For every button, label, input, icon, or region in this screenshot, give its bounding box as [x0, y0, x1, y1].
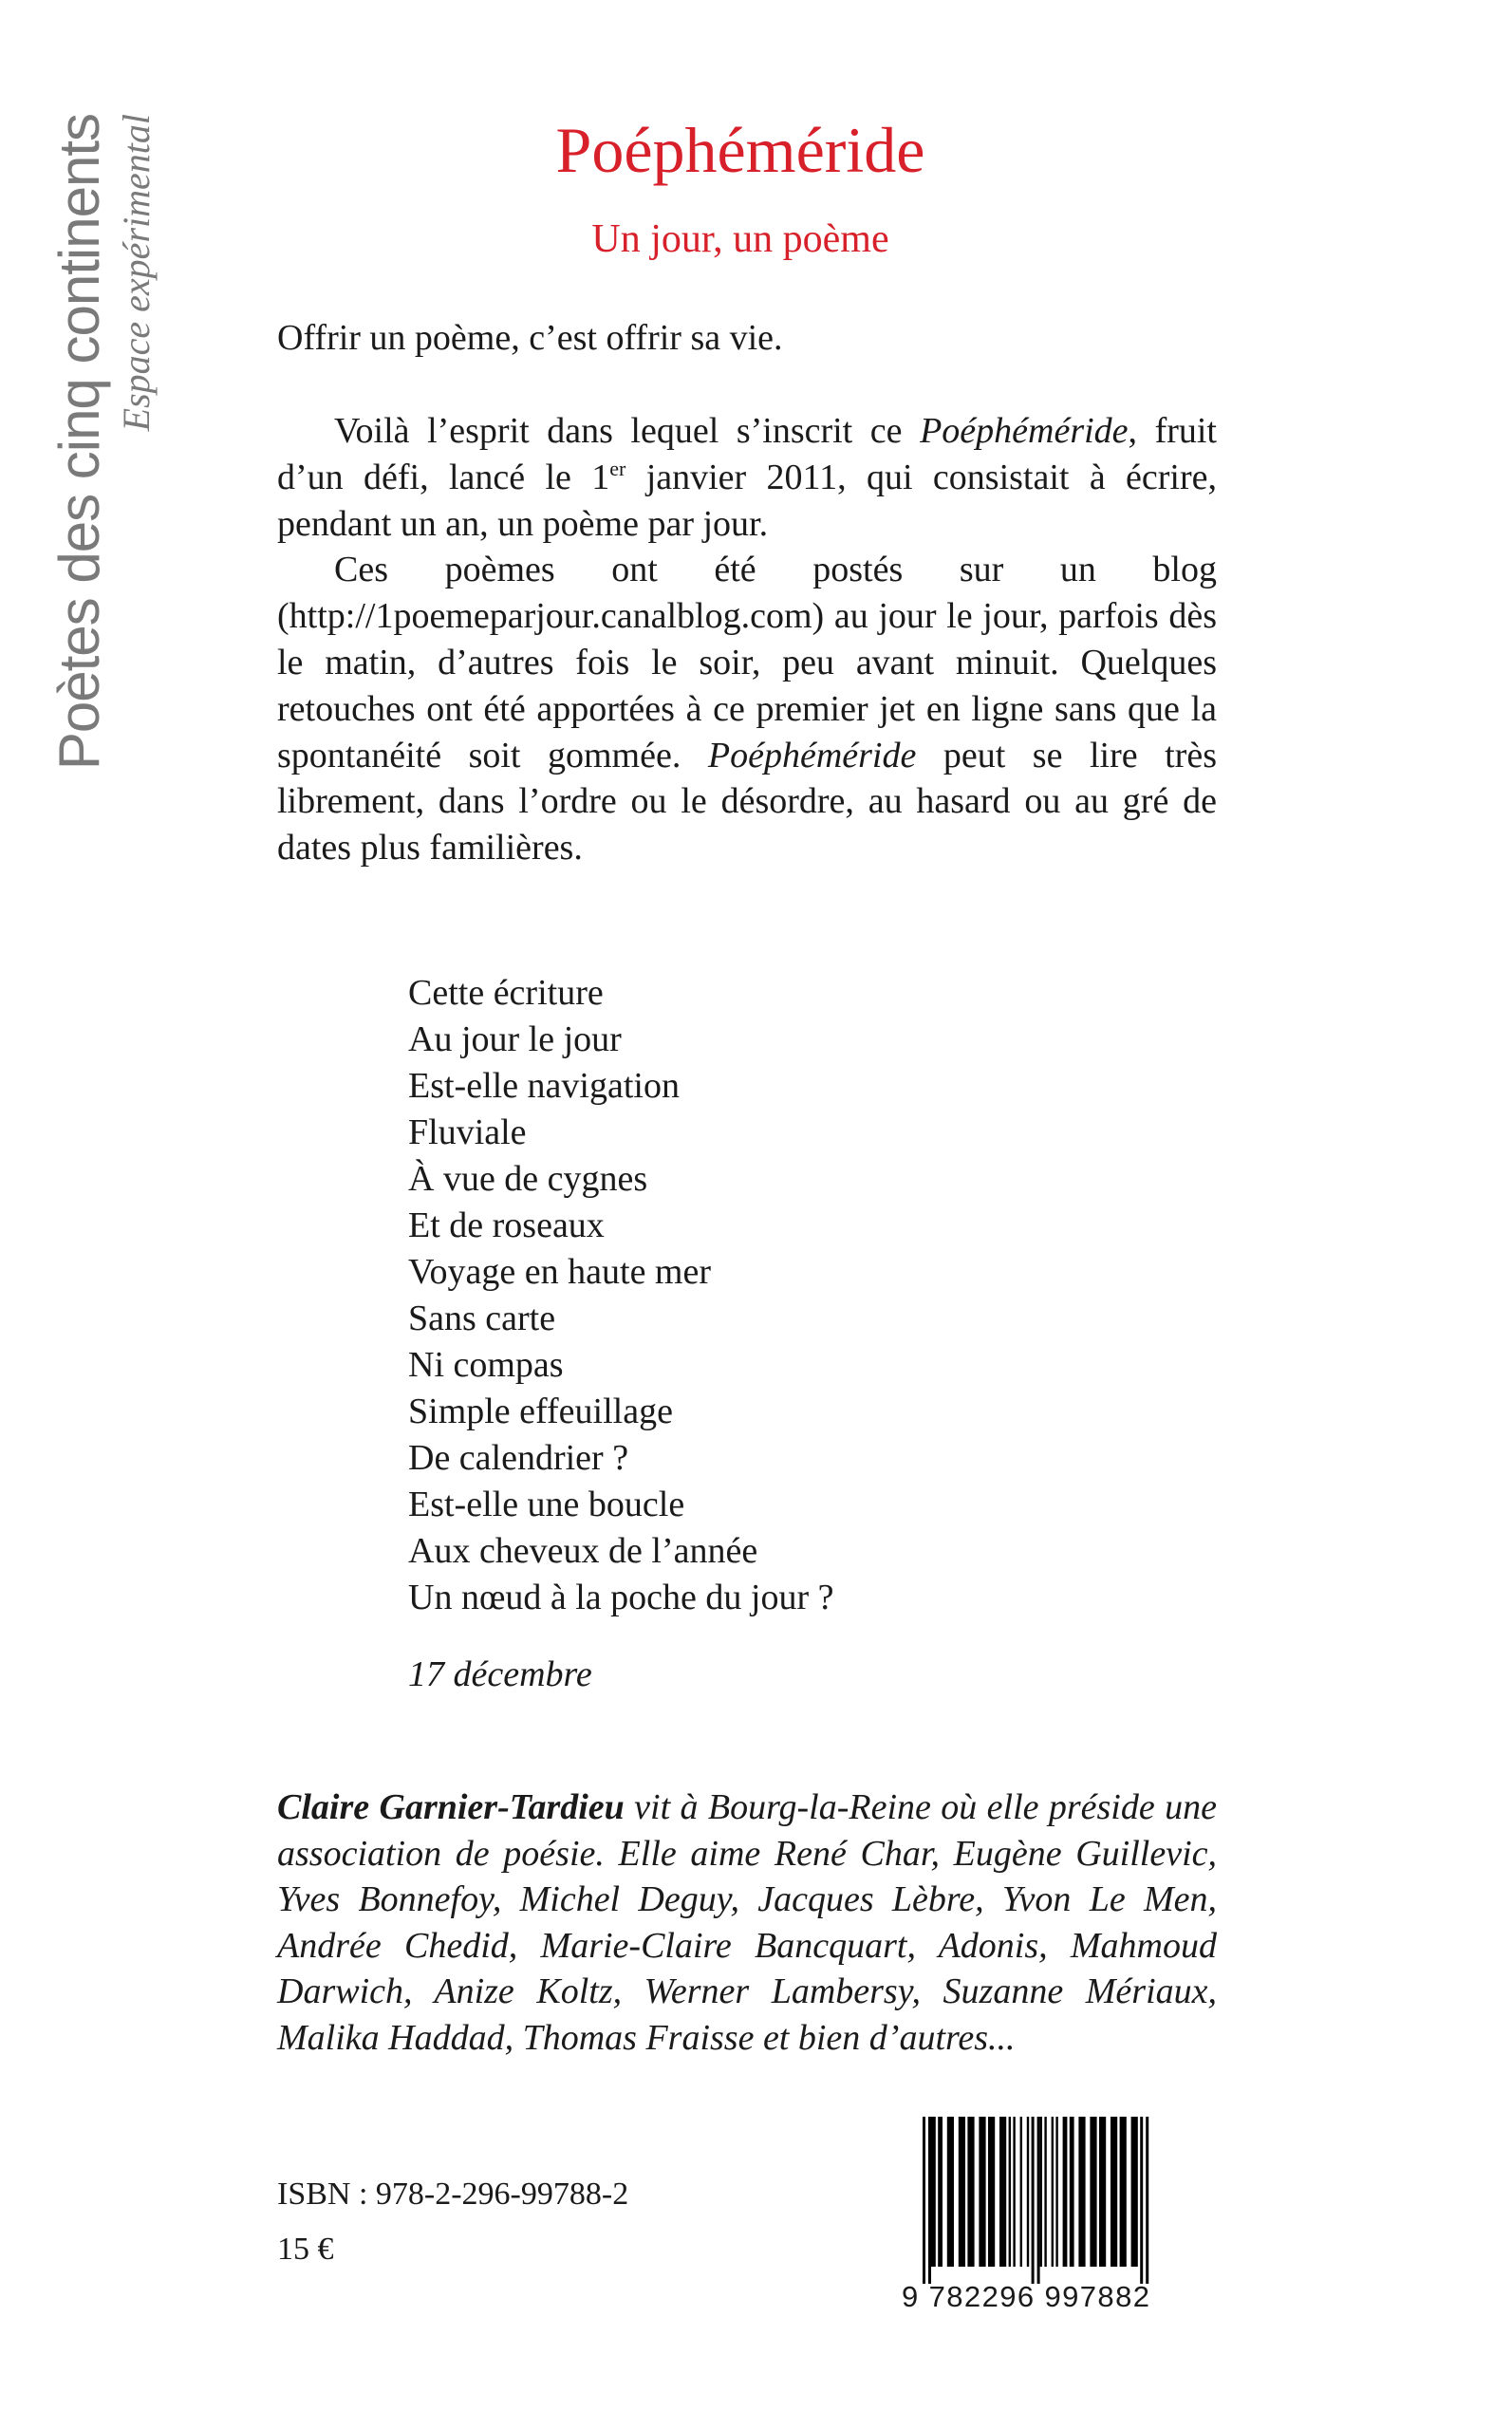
- intro-sentence: Offrir un poème, c’est offrir sa vie.: [277, 318, 783, 358]
- poem-line: Fluviale: [408, 1112, 527, 1152]
- price: 15 €: [277, 2232, 334, 2267]
- poem-line: Est-elle navigation: [408, 1066, 680, 1106]
- book-title: Poéphéméride: [555, 114, 925, 186]
- description-text: [277, 408, 1217, 871]
- barcode-bars: [902, 2117, 1215, 2284]
- description-paragraph-1: Voilà l’esprit dans lequel s’inscrit ce Poéphéméride, fruit d’un défi, lancé le 1er janvier 2011, qui consistait à écrire, pendant un an, un poème par jour.: [277, 411, 1218, 544]
- poem-line: Est-elle une boucle: [408, 1485, 685, 1524]
- poem-line: Voyage en haute mer: [408, 1252, 712, 1292]
- book-subtitle: Un jour, un poème: [591, 217, 889, 261]
- author-bio-text: vit à Bourg-la-Reine où elle préside une association de poésie. Elle aime René Char, Eugène Guillevic, Yves Bonnefoy, Michel Deguy, Jacques Lèbre, Yvon Le Men, Andrée Chedid, Marie-Claire Bancquart, Adonis, Mahmoud Darwich, Anize Koltz, Werner Lambersy, Suzanne Mériaux, Malika Haddad, Thomas Fraisse et bien d’autres...: [277, 1787, 1217, 2058]
- series-subtitle: Espace expérimental: [115, 114, 158, 432]
- poem-line: Simple effeuillage: [408, 1392, 673, 1431]
- poem-line: Cette écriture: [408, 973, 604, 1013]
- poem-line: Au jour le jour: [408, 1019, 622, 1059]
- isbn: ISBN : 978-2-296-99788-2: [277, 2176, 629, 2212]
- poem-line: Sans carte: [408, 1298, 556, 1338]
- barcode: [902, 2117, 1215, 2335]
- poem-line: À vue de cygnes: [408, 1159, 648, 1199]
- barcode-digits: 9 782296 997882: [902, 2280, 1151, 2313]
- poem-line: Un nœud à la poche du jour ?: [408, 1578, 834, 1617]
- poem-line: De calendrier ?: [408, 1438, 629, 1478]
- series-name: Poètes des cinq continents: [47, 114, 111, 771]
- poem-line: Et de roseaux: [408, 1205, 605, 1245]
- author-bio: [277, 1784, 1217, 2061]
- description-paragraph-2: Ces poèmes ont été postés sur un blog (http://1poemeparjour.canalblog.com) au jour le jour, parfois dès le matin, d’autres fois le soir, peu avant minuit. Quelques retouches ont été apportées à ce premier jet en ligne sans que la spontanéité soit gommée. Poéphéméride peut se lire très librement, dans l’ordre ou le désordre, au hasard ou au gré de dates plus familières.: [277, 550, 1217, 869]
- poem-line: Aux cheveux de l’année: [408, 1531, 758, 1571]
- author-name: Claire Garnier-Tardieu: [277, 1787, 625, 1827]
- poem-line: Ni compas: [408, 1345, 564, 1385]
- spine-text: [46, 114, 197, 987]
- poem-date: 17 décembre: [408, 1654, 592, 1694]
- poem: [408, 970, 1073, 1621]
